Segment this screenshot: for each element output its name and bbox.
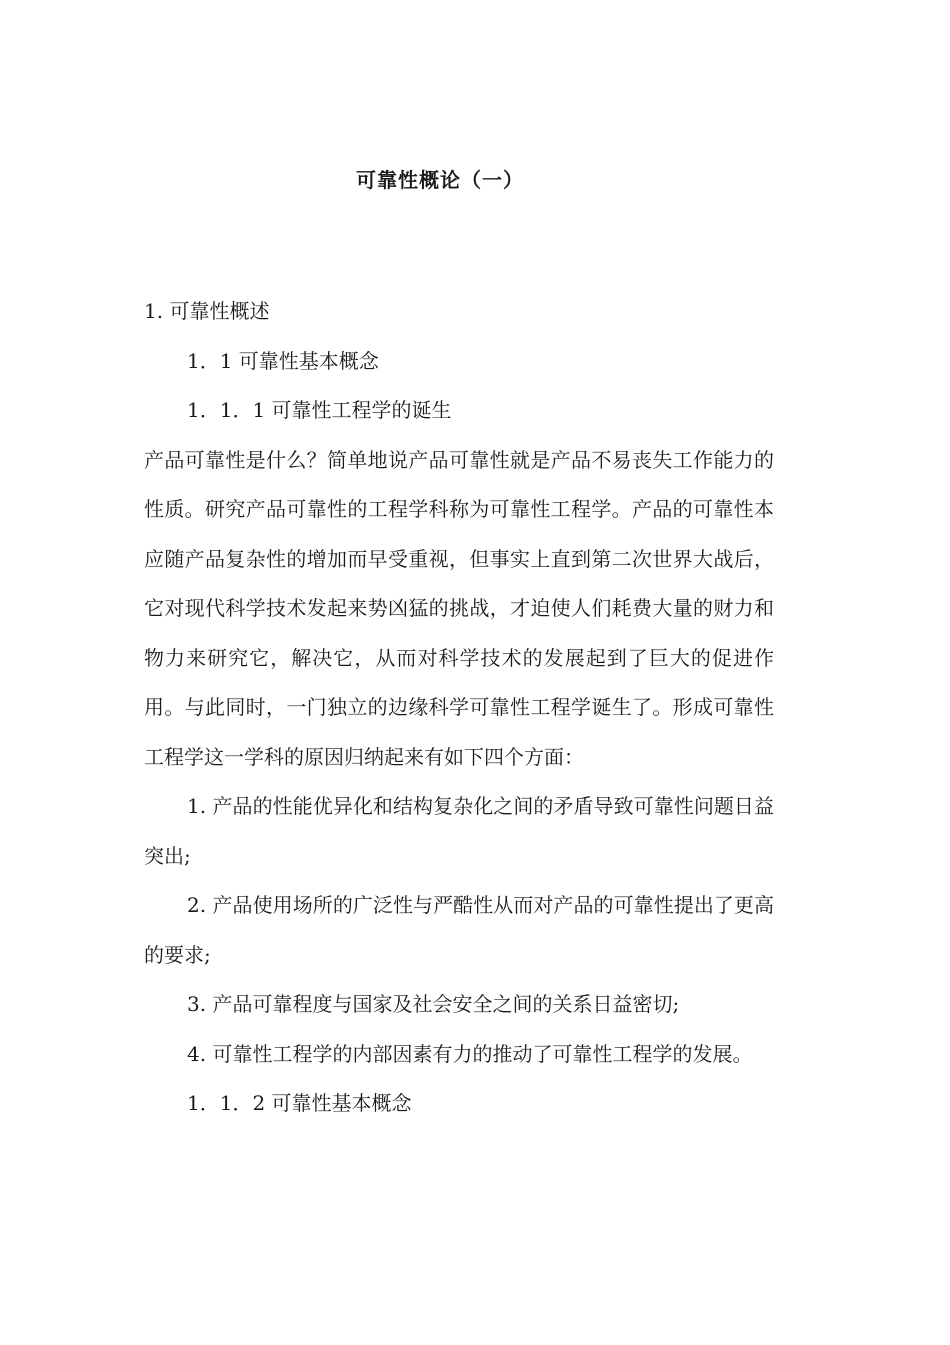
- reason-item-4: 4. 可靠性工程学的内部因素有力的推动了可靠性工程学的发展。: [187, 1041, 753, 1066]
- section-heading-1-1: 1．1 可靠性基本概念: [187, 348, 379, 373]
- reason-item-3: 3. 产品可靠程度与国家及社会安全之间的关系日益密切;: [187, 992, 680, 1016]
- section-heading-1: 1. 可靠性概述: [144, 299, 270, 323]
- section-heading-1-1-1: 1．1．1 可靠性工程学的诞生: [187, 398, 452, 422]
- reason-item-2: 2. 产品使用场所的广泛性与严酷性从而对产品的可靠性提出了更高的要求;: [144, 893, 774, 967]
- section-heading-1-1-2: 1．1．2 可靠性基本概念: [187, 1091, 412, 1115]
- document-body: [144, 287, 774, 1129]
- document-title: 可靠性概论（一）: [356, 168, 524, 192]
- intro-paragraph: 产品可靠性是什么？简单地说产品可靠性就是产品不易丧失工作能力的性质。研究产品可靠性的工程学科称为可靠性工程学。产品的可靠性本应随产品复杂性的增加而早受重视，但事实上直到第二次世界大战后，它对现代科学技术发起来势凶猛的挑战，才迫使人们耗费大量的财力和物力来研究它，解决它，从而对科学技术的发展起到了巨大的促进作用。与此同时，一门独立的边缘科学可靠性工程学诞生了。形成可靠性工程学这一学科的原因归纳起来有如下四个方面：: [144, 447, 774, 769]
- reason-item-1: 1. 产品的性能优异化和结构复杂化之间的矛盾导致可靠性问题日益突出;: [144, 794, 774, 868]
